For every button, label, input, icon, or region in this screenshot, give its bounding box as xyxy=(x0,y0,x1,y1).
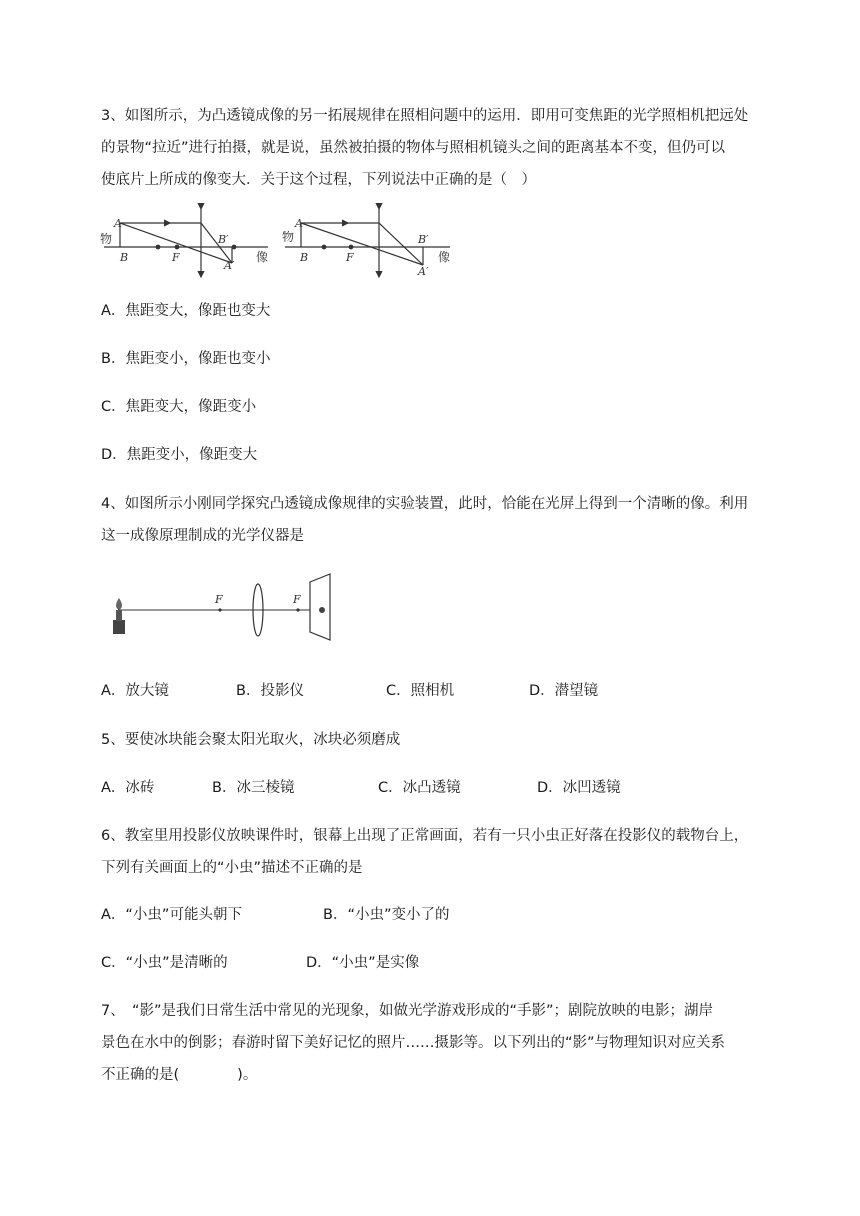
q3-label-B-right: B xyxy=(300,251,309,264)
q7-line-3: 不正确的是( )。 xyxy=(101,1067,258,1083)
q4-option-d: D．潜望镜 xyxy=(529,683,599,699)
q3-label-B-left: B xyxy=(120,251,129,264)
candle xyxy=(113,598,125,634)
q3-line-1: 3、如图所示，为凸透镜成像的另一拓展规律在照相问题中的运用．即用可变焦距的光学照相机把远处 xyxy=(101,108,749,124)
q3-line-3: 使底片上所成的像变大．关于这个过程，下列说法中正确的是（ ） xyxy=(101,172,536,188)
q3-figure xyxy=(100,205,452,280)
q6-option-c: C．“小虫”是清晰的 xyxy=(101,955,228,971)
q3-diagram-left xyxy=(104,209,268,277)
q4-label-F2: F xyxy=(293,593,301,606)
q3-label-F-left: F xyxy=(172,251,180,264)
q4-label-F1: F xyxy=(215,593,223,606)
q6-line-2: 下列有关画面上的“小虫”描述不正确的是 xyxy=(101,860,363,876)
q7-line-2: 景色在水中的倒影；春游时留下美好记忆的照片……摄影等。以下列出的“影”与物理知识对应关系 xyxy=(101,1035,726,1051)
q3-label-A-right: A xyxy=(295,217,303,230)
q3-label-Ap-left: A′ xyxy=(224,259,235,272)
q5-option-d: D．冰凹透镜 xyxy=(537,780,621,796)
q5-option-c: C．冰凸透镜 xyxy=(378,780,461,796)
q4-option-a: A．放大镜 xyxy=(101,683,169,699)
q3-option-d: D．焦距变小，像距变大 xyxy=(101,447,258,463)
q3-option-b: B．焦距变小，像距也变小 xyxy=(101,351,271,367)
q4-line-2: 这一成像原理制成的光学仪器是 xyxy=(101,528,304,544)
light-screen xyxy=(310,574,330,640)
q3-label-Bp-right: B′ xyxy=(418,233,429,246)
q6-option-b: B．“小虫”变小了的 xyxy=(323,907,450,923)
q6-option-a: A．“小虫”可能头朝下 xyxy=(101,907,242,923)
q5-option-a: A．冰砖 xyxy=(101,780,155,796)
q5-option-b: B．冰三棱镜 xyxy=(212,780,295,796)
q3-label-img-right: 像 xyxy=(438,250,451,264)
q3-label-Bp-left: B′ xyxy=(218,233,229,246)
q7-line-1: 7、 “影”是我们日常生活中常见的光现象，如做光学游戏形成的“手影”；剧院放映的电影；湖岸 xyxy=(101,1003,714,1019)
q3-line-2: 的景物“拉近”进行拍摄，就是说，虽然被拍摄的物体与照相机镜头之间的距离基本不变，但仍可以 xyxy=(101,140,726,156)
q6-line-1: 6、教室里用投影仪放映课件时，银幕上出现了正常画面，若有一只小虫正好落在投影仪的载物台上， xyxy=(101,828,749,844)
q4-option-c: C．照相机 xyxy=(386,683,455,699)
q5-line-1: 5、要使冰块能会聚太阳光取火，冰块必须磨成 xyxy=(101,732,401,748)
q4-line-1: 4、如图所示小刚同学探究凸透镜成像规律的实验装置，此时，恰能在光屏上得到一个清晰的像。利用 xyxy=(101,496,749,512)
q6-option-d: D．“小虫”是实像 xyxy=(306,955,420,971)
q3-label-obj-left: 物 xyxy=(100,232,113,246)
q4-figure xyxy=(104,570,339,642)
q3-label-obj-right: 物 xyxy=(282,230,295,244)
q3-option-a: A．焦距变大，像距也变大 xyxy=(101,303,271,319)
q3-label-F-right: F xyxy=(346,251,354,264)
q4-option-b: B．投影仪 xyxy=(236,683,304,699)
q3-label-A-left: A xyxy=(114,217,122,230)
q3-option-c: C．焦距变大，像距变小 xyxy=(101,399,257,415)
q3-label-img-left: 像 xyxy=(256,250,269,264)
q3-label-Ap-right: A′ xyxy=(418,265,429,278)
